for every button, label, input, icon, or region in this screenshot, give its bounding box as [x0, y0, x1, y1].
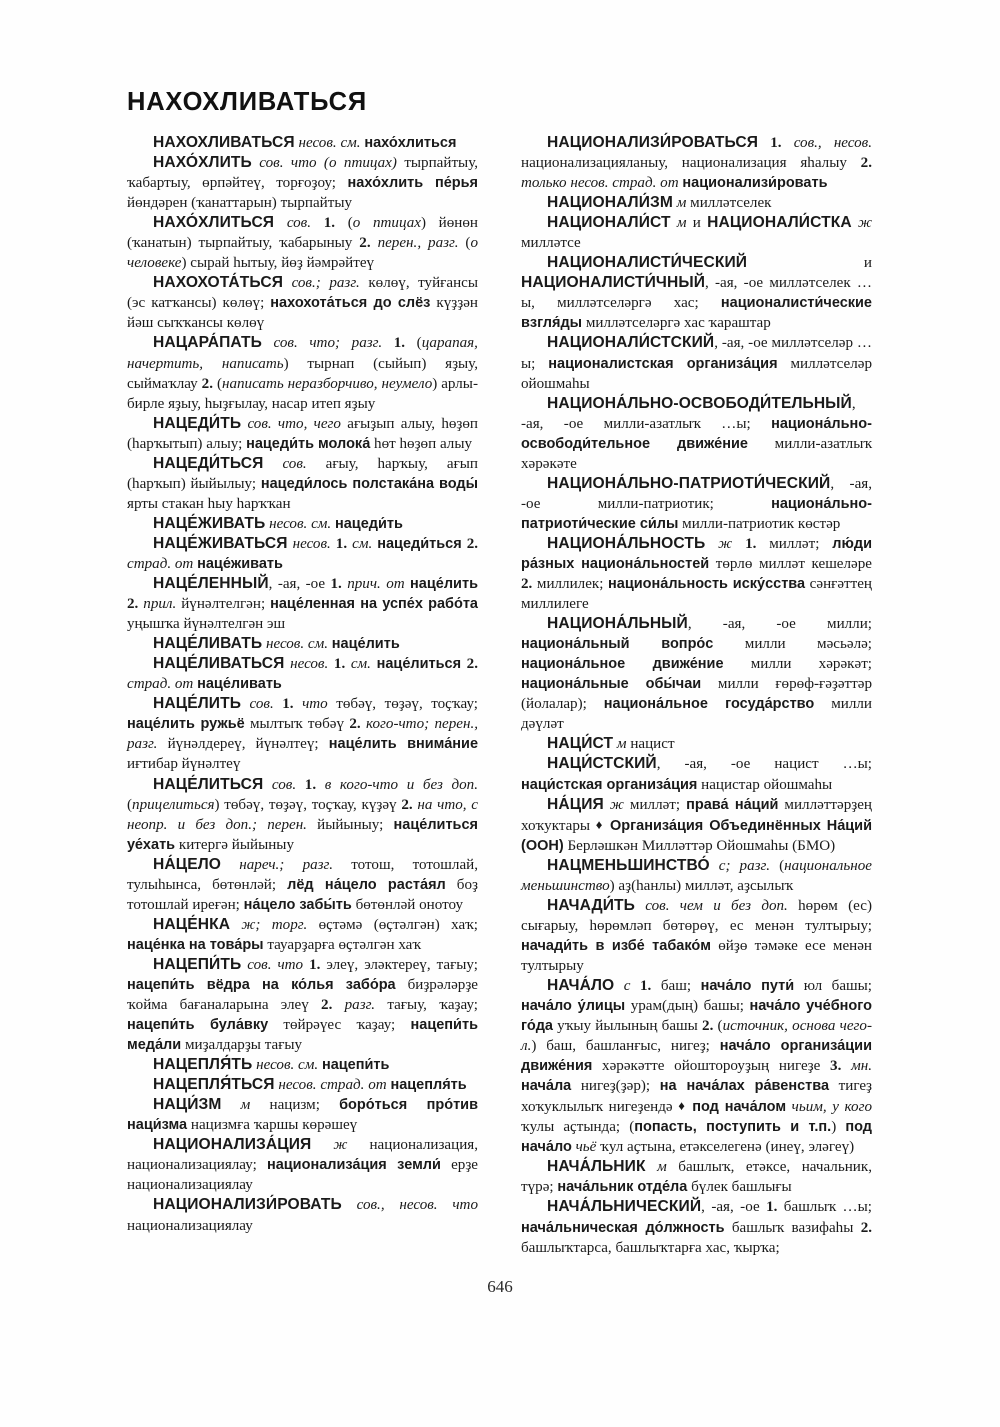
dictionary-entry: НАХОХОТА́ТЬСЯ сов.; разг. көлөү, туйғансы (эс катҡансы) көлөү; нахохота́ться до слёз күҙҙән йәш сыҡҡансы көлөү	[127, 274, 479, 332]
dictionary-entry: НАЦИ́СТСКИЙ, -ая, -ое нацист …ы; наци́стская организа́ция нацистар ойошмаһы	[521, 755, 872, 793]
dictionary-entry: НАЦИОНАЛИЗИ́РОВАТЬ сов., несов. что национализациялау	[127, 1196, 478, 1234]
column-right	[521, 133, 872, 1258]
dictionary-entry: НАЦИОНАЛИ́СТСКИЙ, -ая, -ое милләтселәр …ы; националистская организа́ция милләтселәр ойошмаһы	[521, 334, 873, 392]
dictionary-entry: НАЦЕПИ́ТЬ сов. что 1. элеү, эләктереү, тағыу; нацепи́ть вёдра на ко́лья забо́ра биҙрәләрҙе ҡойма бағаналарына элеү 2. разг. тағыу, ҡаҙау; нацепи́ть була́вку төйрәүес ҡаҙау; нацепи́ть меда́ли миҙалдарҙы тағыу	[127, 955, 478, 1054]
dictionary-entry: НАЦЕДИ́ТЬСЯ сов. ағыу, һарҡыу, ағып (һарҡып) йыйылыу; нацеди́лось полстака́на воды́ ярты стакан һыу һарҡҡан	[127, 454, 478, 512]
dictionary-entry: НАЦИОНА́ЛЬНО-ПАТРИОТИ́ЧЕСКИЙ, -ая, -ое милли-патриотик; национа́льно-патриоти́ческие си́лы милли-патриотик көстәр	[521, 474, 872, 532]
dictionary-entry: НАЦЕПЛЯ́ТЬСЯ несов. страд. от нацепля́ть	[153, 1076, 467, 1094]
dictionary-entry: НАЦЕ́ЛИТЬСЯ сов. 1. в кого-что и без доп. (прицелиться) төбәү, төҙәү, тоҫҡау, күҙәү 2. на что, с неопр. и без доп.; перен. йыйыныу; наце́литься уе́хать китергә йыйыныу	[127, 775, 478, 853]
dictionary-entry: НАХО́ХЛИТЬСЯ сов. 1. (о птицах) йөнөн (ҡанатын) тырпайтыу, ҡабарыныу 2. перен., разг. (о человеке) сырай һытыу, йөҙ йәмрәйтеү	[127, 214, 478, 272]
dictionary-entry: НАЦЕ́ЖИВАТЬ несов. см. нацеди́ть	[153, 514, 403, 532]
dictionary-entry: НАЦЕ́ЛИВАТЬ несов. см. наце́лить	[153, 635, 400, 653]
dictionary-entry: НАЦЕ́НКА ж; торг. өҫтәмә (өҫтәлгән) хаҡ; наце́нка на това́ры тауарҙарға өҫтәлгән хаҡ	[127, 915, 478, 953]
dictionary-entry: НАЧАДИ́ТЬ сов. чем и без доп. һөрөм (ес) сығарыу, һөрөмләп бөтөрөү, ес менән тултырыу; начади́ть в избе́ табако́м өйҙө тәмәке есе менән тултырыу	[521, 896, 872, 974]
dictionary-entry: НАЦЕ́ЛИВАТЬСЯ несов. 1. см. наце́литься 2. страд. от наце́ливать	[127, 655, 478, 693]
running-head: НАХОХЛИВАТЬСЯ	[127, 88, 367, 116]
dictionary-entry: НАЦЕПЛЯ́ТЬ несов. см. нацепи́ть	[153, 1056, 390, 1074]
dictionary-entry: НАЦИОНА́ЛЬНОСТЬ ж 1. милләт; лю́ди ра́зных национа́льностей төрлө милләт кешеләре 2. миллилек; национа́льность иску́сства сәнғәттең миллилеге	[521, 534, 873, 613]
dictionary-entry: НАЦИОНАЛИ́СТ м и НАЦИОНАЛИ́СТКА ж милләтсе	[521, 214, 872, 252]
dictionary-entry: НАЦЕ́ЖИВАТЬСЯ несов. 1. см. нацеди́ться 2. страд. от наце́живать	[127, 534, 479, 572]
columns-container	[127, 133, 873, 1258]
dictionary-entry: НАЧА́ЛЬНИЧЕСКИЙ, -ая, -ое 1. башлыҡ …ы; нача́льническая до́лжность башлыҡ вазифаһы 2. башлыҡтарса, башлыҡтарға хас, ҡырҡа;	[521, 1198, 873, 1256]
dictionary-entry: НАЦИОНАЛИСТИ́ЧЕСКИЙ и НАЦИОНАЛИСТИ́ЧНЫЙ, -ая, -ое милләтселек …ы, милләтселәргә хас; националисти́ческие взгля́ды милләтселәргә хас ҡараштар	[521, 254, 872, 332]
dictionary-entry: НАЦИ́ЗМ м нацизм; боро́ться про́тив наци́зма нацизмға ҡаршы көрәшеү	[127, 1096, 478, 1134]
dictionary-entry: НАЦИОНА́ЛЬНЫЙ, -ая, -ое милли; национа́льный вопро́с милли мәсьәлә; национа́льное движе́ние милли хәрәкәт; национа́льные обы́чаи милли ғөрөф-ғәҙәттәр (йолалар); национа́льное госуда́рство милли дәүләт	[521, 615, 872, 733]
dictionary-entry: НАЦЕДИ́ТЬ сов. что, чего ағыҙып алыу, һөҙөп (һарҡытып) алыу; нацеди́ть молока́ һөт һөҙөп алыу	[127, 414, 479, 452]
dictionary-entry: НАЦЕ́ЛЕННЫЙ, -ая, -ое 1. прич. от наце́лить 2. прил. йүнәлтелгән; наце́ленная на успе́х рабо́та уңышҡа йүнәлтелгән эш	[127, 575, 478, 633]
dictionary-entry: НАХО́ХЛИТЬ сов. что (о птицах) тырпайтыу, ҡабартыу, өрпәйтеү, торғоҙоу; нахо́хлить пе́рья йөндәрен (ҡанаттарын) тырпайтыу	[127, 154, 478, 212]
dictionary-entry: НАЦИ́СТ м нацист	[547, 735, 675, 753]
dictionary-entry: НАЦЕ́ЛИТЬ сов. 1. что төбәү, төҙәү, тоҫҡау; наце́лить ружьё мылтыҡ төбәү 2. кого-что; перен., разг. йүнәлдереү, йүнәлтеү; наце́лить внима́ние иғтибар йүнәлтеү	[127, 695, 479, 773]
dictionary-entry: НАЦИОНАЛИ́ЗМ м милләтселек	[547, 194, 772, 212]
dictionary-entry: НАЧА́ЛЬНИК м башлыҡ, етәксе, начальник, түрә; нача́льник отде́ла бүлек башлығы	[521, 1158, 872, 1196]
dictionary-entry: НА́ЦИЯ ж милләт; права́ на́ций милләттәрҙең хоҡуктары ♦ Организа́ция Объединённых На́ций (ООН) Берләшкән Милләттәр Ойошмаһы (БМО)	[521, 795, 873, 854]
dictionary-entry: НАЦМЕНЬШИНСТВО́ с; разг. (национальное меньшинство) аҙ(һанлы) милләт, аҙсылыҡ	[521, 856, 872, 894]
dictionary-entry: НАЦИОНА́ЛЬНО-ОСВОБОДИ́ТЕЛЬНЫЙ, -ая, -ое милли-азатлыҡ …ы; национа́льно-освободи́тельное движе́ние милли-азатлыҡ хәрәкәте	[521, 394, 872, 472]
dictionary-entry: НА́ЦЕЛО нареч.; разг. тотош, тотошлай, тулыһынса, бөтөнләй; лёд на́цело раста́ял боҙ тотошлай иреғән; на́цело забы́ть бөтөнләй онотоу	[127, 855, 478, 913]
dictionary-entry: НАЧА́ЛО с 1. баш; нача́ло пути́ юл башы; нача́ло у́лицы урам(дың) башы; нача́ло уче́бного го́да уҡыу йылының башы 2. (источник, основа чего-л.) баш, башланғыс, нигеҙ; нача́ло организа́ции движе́ния хәрәкәтте ойоштороуҙың нигеҙе 3. мн. нача́ла нигеҙ(ҙәр); на нача́лах ра́венства тигеҙ хоҡуклылыҡ нигеҙендә ♦ под нача́лом чьим, у кого ҡулы аҫтында; (попасть, поступить и т.п.) под нача́ло чьё ҡул аҫтына, етәкселегенә (инеү, эләгеү)	[521, 976, 873, 1156]
dictionary-entry: НАЦИОНАЛИЗИ́РОВАТЬСЯ 1. сов., несов. национализацияланыу, национализация яһалыу 2. только несов. страд. от национализи́ровать	[521, 134, 872, 192]
column-left	[127, 133, 478, 1258]
dictionary-entry: НАХОХЛИВАТЬСЯ несов. см. нахо́хлиться	[153, 134, 457, 151]
page-number: 646	[487, 1277, 513, 1296]
dictionary-entry: НАЦИОНАЛИЗА́ЦИЯ ж национализация, национализациялау; национализа́ция земли́ ерҙе национализациялау	[127, 1136, 478, 1194]
dictionary-entry: НАЦАРА́ПАТЬ сов. что; разг. 1. (царапая, начертить, написать) тырнап (сыйып) яҙыу, сыймаҡлау 2. (написать неразборчиво, неумело) арлы-бирле яҙыу, һыҙғылау, насар итеп яҙыу	[127, 334, 478, 412]
